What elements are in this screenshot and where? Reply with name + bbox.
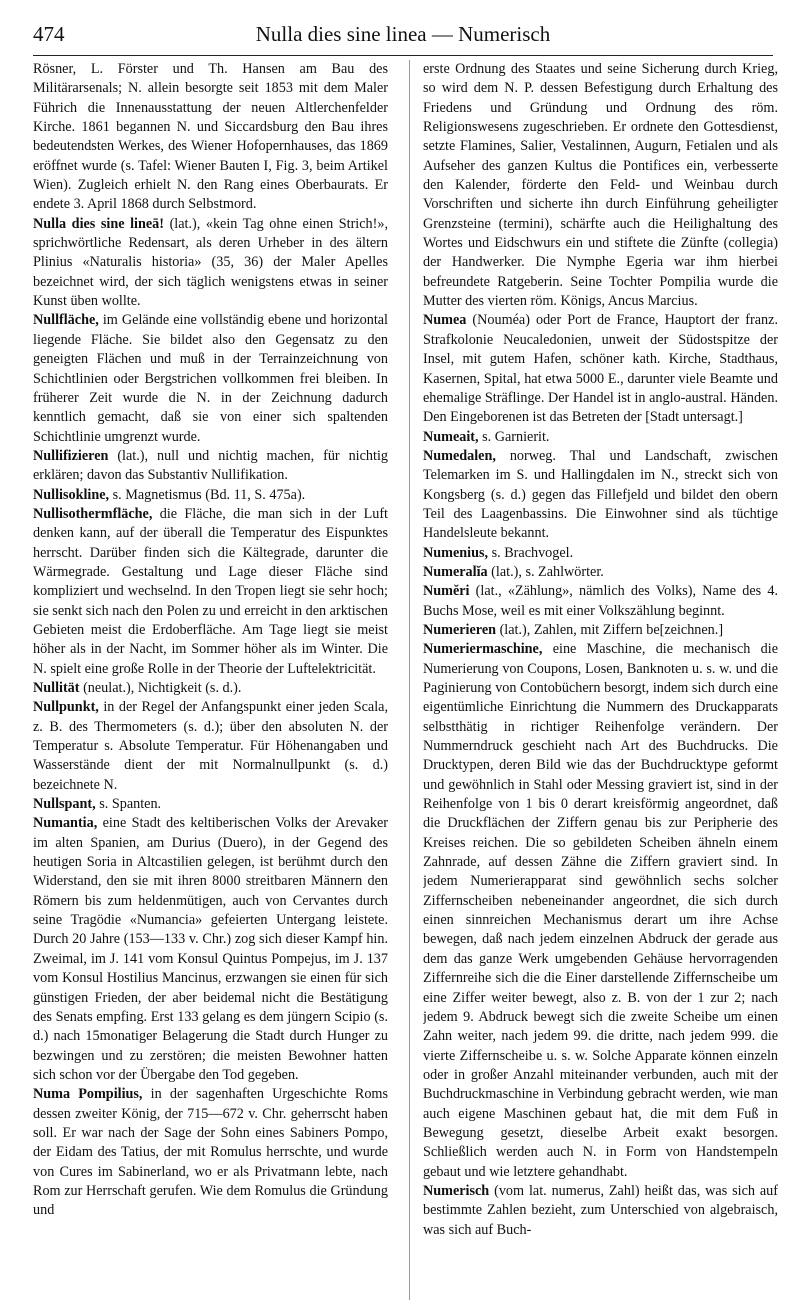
entry-text: im Gelände eine vollständig ebene und horizontal liegende Fläche. Sie bildet also den Gegensatz zu den geneigten Flächen und muß in der Terrainzeichnung von Schichtlinien oder Bergstrichen vollkommen frei bleiben. In früherer Zeit wurde die N. in der Zeichnung dadurch kenntlich gemacht, daß sie von einer sich spaltenden Schichtlinie umgrenzt wurde. [33, 312, 388, 445]
dictionary-entry [33, 795, 388, 814]
entry-text: (Nouméa) oder Port de France, Hauptort der franz. Strafkolonie Neucaledonien, unweit der Südostspitze der Insel, mit gutem Hafen, schöner kath. Kirche, Stadthaus, Kasernen, Spital, hat etwa 5000 E., darunter viele Beamte und ehemalige Sträflinge. Der Handel ist in anglo-austral. Händen. Den Eingeborenen ist das Betreten der [Stadt untersagt.] [423, 312, 778, 426]
column-divider [409, 60, 410, 1300]
header-rule [33, 55, 773, 56]
entry-text: s. Magnetismus (Bd. 11, S. 475a). [109, 486, 306, 503]
entry-text: norweg. Thal und Landschaft, zwischen Telemarken im S. und Hallingdalen im N., streckt sich von Kongsberg (s. d.) gegen das Fillefjeld und bildet den obern Teil des Laagenbassins. Die Einwohner sind als tüchtige Handelsleute bekannt. [423, 447, 778, 542]
dictionary-entry [423, 428, 778, 447]
entry-text: (vom lat. numerus, Zahl) heißt das, was sich auf bestimmte Zahlen bezieht, zum Unterschied von algebraisch, was sich auf Buch- [423, 1182, 778, 1238]
dictionary-entry [33, 698, 388, 795]
dictionary-entry [33, 447, 388, 486]
dictionary-entry [423, 544, 778, 563]
entry-text: die Fläche, die man sich in der Luft denken kann, auf der überall die Temperatur des Eispunktes herrscht. Darüber finden sich die Kältegrade, darunter die Wärmegrade. Gestaltung und Lage dieser Fläche sind kompliziert und wechselnd. In den Tropen liegt sie sehr hoch; sie senkt sich nach den Polen zu und erreicht in den arktischen Gebieten meist die Erdoberfläche. Am Tage liegt sie meist höher als in der Nacht, im Sommer höher als im Winter. Die N. spielt eine große Rolle in der Theorie der Luftelektricität. [33, 505, 388, 677]
entry-headword: Numeriermaschine, [423, 641, 543, 658]
dictionary-entry [33, 60, 388, 215]
dictionary-entry [33, 486, 388, 505]
entry-headword: Nullifizieren [33, 447, 109, 464]
dictionary-entry [423, 640, 778, 1182]
entry-headword: Nullisokline, [33, 486, 110, 503]
entry-text: (lat., «Zählung», nämlich des Volks), Name des 4. Buchs Mose, weil es mit einer Volkszählung beginnt. [423, 583, 778, 619]
dictionary-entry [33, 814, 388, 1085]
entry-headword: Numeralĭa [423, 563, 488, 580]
dictionary-entry [423, 563, 778, 582]
entry-headword: Nullfläche, [33, 312, 99, 329]
dictionary-entry [423, 1182, 778, 1240]
entry-text: Rösner, L. Förster und Th. Hansen am Bau des Militärarsenals; N. allein besorgte seit 1853 mit dem Maler Führich die Innenausstattung der neuen Altlerchenfelder Kirche. 1861 begannen N. und Siccardsburg den Bau ihres bedeutendsten Werkes, des Wiener Hofopernhauses, das 1869 eröffnet wurde (s. Tafel: Wiener Bauten I, Fig. 3, beim Artikel Wien). Zugleich erhielt N. den Rang eines Oberbaurats. Er endete 3. April 1868 durch Selbstmord. [33, 61, 388, 213]
entry-headword: Numa Pompilius, [33, 1086, 143, 1103]
entry-headword: Numedalen, [423, 447, 496, 464]
page-header [33, 18, 773, 54]
dictionary-entry [33, 215, 388, 312]
dictionary-entry [423, 60, 778, 311]
entry-headword: Numeait, [423, 428, 479, 445]
entry-headword: Nulla dies sine lineā! [33, 215, 164, 232]
entry-text: (lat.), s. Zahlwörter. [487, 563, 604, 580]
dictionary-entry [423, 447, 778, 544]
entry-text: s. Spanten. [95, 796, 162, 813]
entry-text: erste Ordnung des Staates und seine Sicherung durch Krieg, so wird dem N. P. dessen Befestigung durch Erhaltung des Friedens und Gründung und Ordnung des röm. Religionswesens zugeschrieben. Er ordnete den Gottesdienst, setzte Flamines, Salier, Vestalinnen, Augurn, Fetialen und als Aufseher des ganzen Kultus die Pontifices ein, verbesserte den Kalender, förderte den Feld- und Weinbau durch Vorschriften und sicherte ihn durch Einführung geheiligter Grenzsteine (termini), schärfte auch die Heilighaltung des Wortes und Eidschwurs ein und stiftete die Zünfte (collegia) der Handwerker. Die Nymphe Egeria war ihm hierbei befreundete Ratgeberin. Seine Tochter Pompilia wurde die Mutter des vierten röm. Königs, Ancus Marcius. [423, 61, 778, 310]
entry-headword: Nullität [33, 680, 80, 696]
entry-text: eine Maschine, die mechanisch die Numerierung von Coupons, Losen, Banknoten u. s. w. und die Paginierung von Contobüchern besorgt, indem sich durch eine eigentümliche Einrichtung die Nummern des Druckapparats selbstthätig in richtiger Reihenfolge verändern. Der Nummerndruck geschieht nach Art des Buchdrucks. Die Drucktypen, deren Bild wie das der Buchdrucktype geformt und gewöhnlich in Stahl oder Messing graviert ist, sind in der Reihenfolge von 1 bis 0 derart kreisförmig angeordnet, daß die Druckflächen der Ziffern genau bis zur Peripherie des Kreises reichen. Die so gebildeten Scheiben ähneln einem Zahnrade, auf dessen Zähne die Ziffern graviert sind. In jedem Numerierapparat sind gewöhnlich sechs solcher Ziffernscheiben nebeneinander angeordnet, die sich durch einen sinnreichen Mechanismus derart um ihre Achse bewegen, daß nach jedem einzelnen Abdruck der gerade aus dem das ganze Werk umgebenden Gehäuse hervorragenden Ziffernreihe sich die die Einer darstellende Ziffernscheibe um eine Ziffer weiter bewegt, also z. B. von der 1 zur 2; nach jedem 9. Abdruck bewegt sich die zweite Scheibe um einen Zahn weiter, nach jedem 99. die dritte, nach jedem 999. die vierte Ziffernscheibe u. s. w. Solche Apparate können einzeln oder in großer Anzahl miteinander verbunden, auch mit der Buchdruckmaschine in Verbindung gebracht werden, wie man auch eigene Maschinen gebaut hat, die mit dem Fuß in Bewegung gesetzt, dieselbe Arbeit exakt besorgen. Schließlich werden auch N. in Form von Handstempeln gebaut und wie letztere gehandhabt. [423, 641, 778, 1180]
entry-headword: Numerisch [423, 1182, 490, 1199]
entry-text: eine Stadt des keltiberischen Volks der Arevaker im alten Spanien, am Durius (Duero), in der Gegend des heutigen Soria in Altcastilien gelegen, ist berühmt durch den Widerstand, den sie mit ihren 8000 streitbaren Männern den Römern bis zum heldenmütigen, auch von Cervantes durch seine Tragödie «Numancia» gefeierten Untergang leistete. Durch 20 Jahre (153—133 v. Chr.) zog sich dieser Kampf hin. Zweimal, im J. 141 vom Konsul Quintus Pompejus, im J. 137 vom Konsul Hostilius Mancinus, erzwangen sie einen für sich günstigen Frieden, der aber beidemal nicht die Bestätigung des Senats empfing. Erst 133 gelang es dem jüngern Scipio (s. d.) nach 15monatiger Belagerung die Stadt durch Hunger zu bezwingen und zu zerstören; die meisten Bewohner hatten sich schon vor der Übergabe den Tod gegeben. [33, 815, 388, 1083]
entry-headword: Numenius, [423, 544, 489, 561]
entry-text: (neulat.), Nichtigkeit (s. d.). [79, 680, 242, 696]
entry-headword: Nullisothermfläche, [33, 505, 153, 522]
entry-headword: Numea [423, 312, 467, 329]
entry-text: in der sagenhaften Urgeschichte Roms dessen zweiter König, der 715—672 v. Chr. geherrscht haben soll. Er war nach der Sage der Sohn eines Sabiners Pompo, der Eidam des Tatius, der mit Romulus herrschte, und wurde von Cures im Sabinerland, wo er als Privatmann lebte, nach Rom zur Herrschaft gerufen. Wie dem Romulus die Gründung und [33, 1086, 388, 1219]
entry-headword: Nullspant, [33, 796, 96, 813]
running-title: Nulla dies sine linea — Numerisch [255, 22, 551, 46]
dictionary-entry [33, 1085, 388, 1220]
entry-headword: Numantia, [33, 815, 98, 832]
entry-text: s. Brachvogel. [488, 544, 574, 561]
entry-text: in der Regel der Anfangspunkt einer jeden Scala, z. B. des Thermometers (s. d.); über den absoluten N. der Temperatur s. Absolute Temperatur. Für Höhenangaben und Wasserstände dient der mit Normalnullpunkt (s. d.) bezeichnete N. [33, 699, 388, 793]
dictionary-entry [423, 621, 778, 640]
entry-headword: Nullpunkt, [33, 699, 99, 716]
right-column [423, 60, 778, 1300]
page-number: 474 [33, 22, 65, 46]
entry-text: s. Garnierit. [478, 428, 550, 445]
left-column [33, 60, 388, 1300]
dictionary-entry [33, 311, 388, 446]
entry-headword: Numerieren [423, 621, 497, 638]
dictionary-entry [33, 679, 388, 698]
entry-headword: Numĕri [423, 583, 470, 600]
entry-text: (lat.), Zahlen, mit Ziffern be[zeichnen.] [496, 621, 724, 638]
dictionary-entry [423, 582, 778, 621]
entry-text: (lat.), «kein Tag ohne einen Strich!», sprichwörtliche Redensart, als deren Urheber in des ältern Plinius «Naturalis historia» (35, 36) der Maler Apelles bezeichnet wird, der sich täglich wenigstens etwas in seiner Kunst üben wollte. [33, 215, 388, 310]
entry-text: (lat.), null und nichtig machen, für nichtig erklären; davon das Substantiv Nullifikation. [33, 447, 388, 484]
dictionary-entry [423, 311, 778, 427]
dictionary-entry [33, 505, 388, 679]
